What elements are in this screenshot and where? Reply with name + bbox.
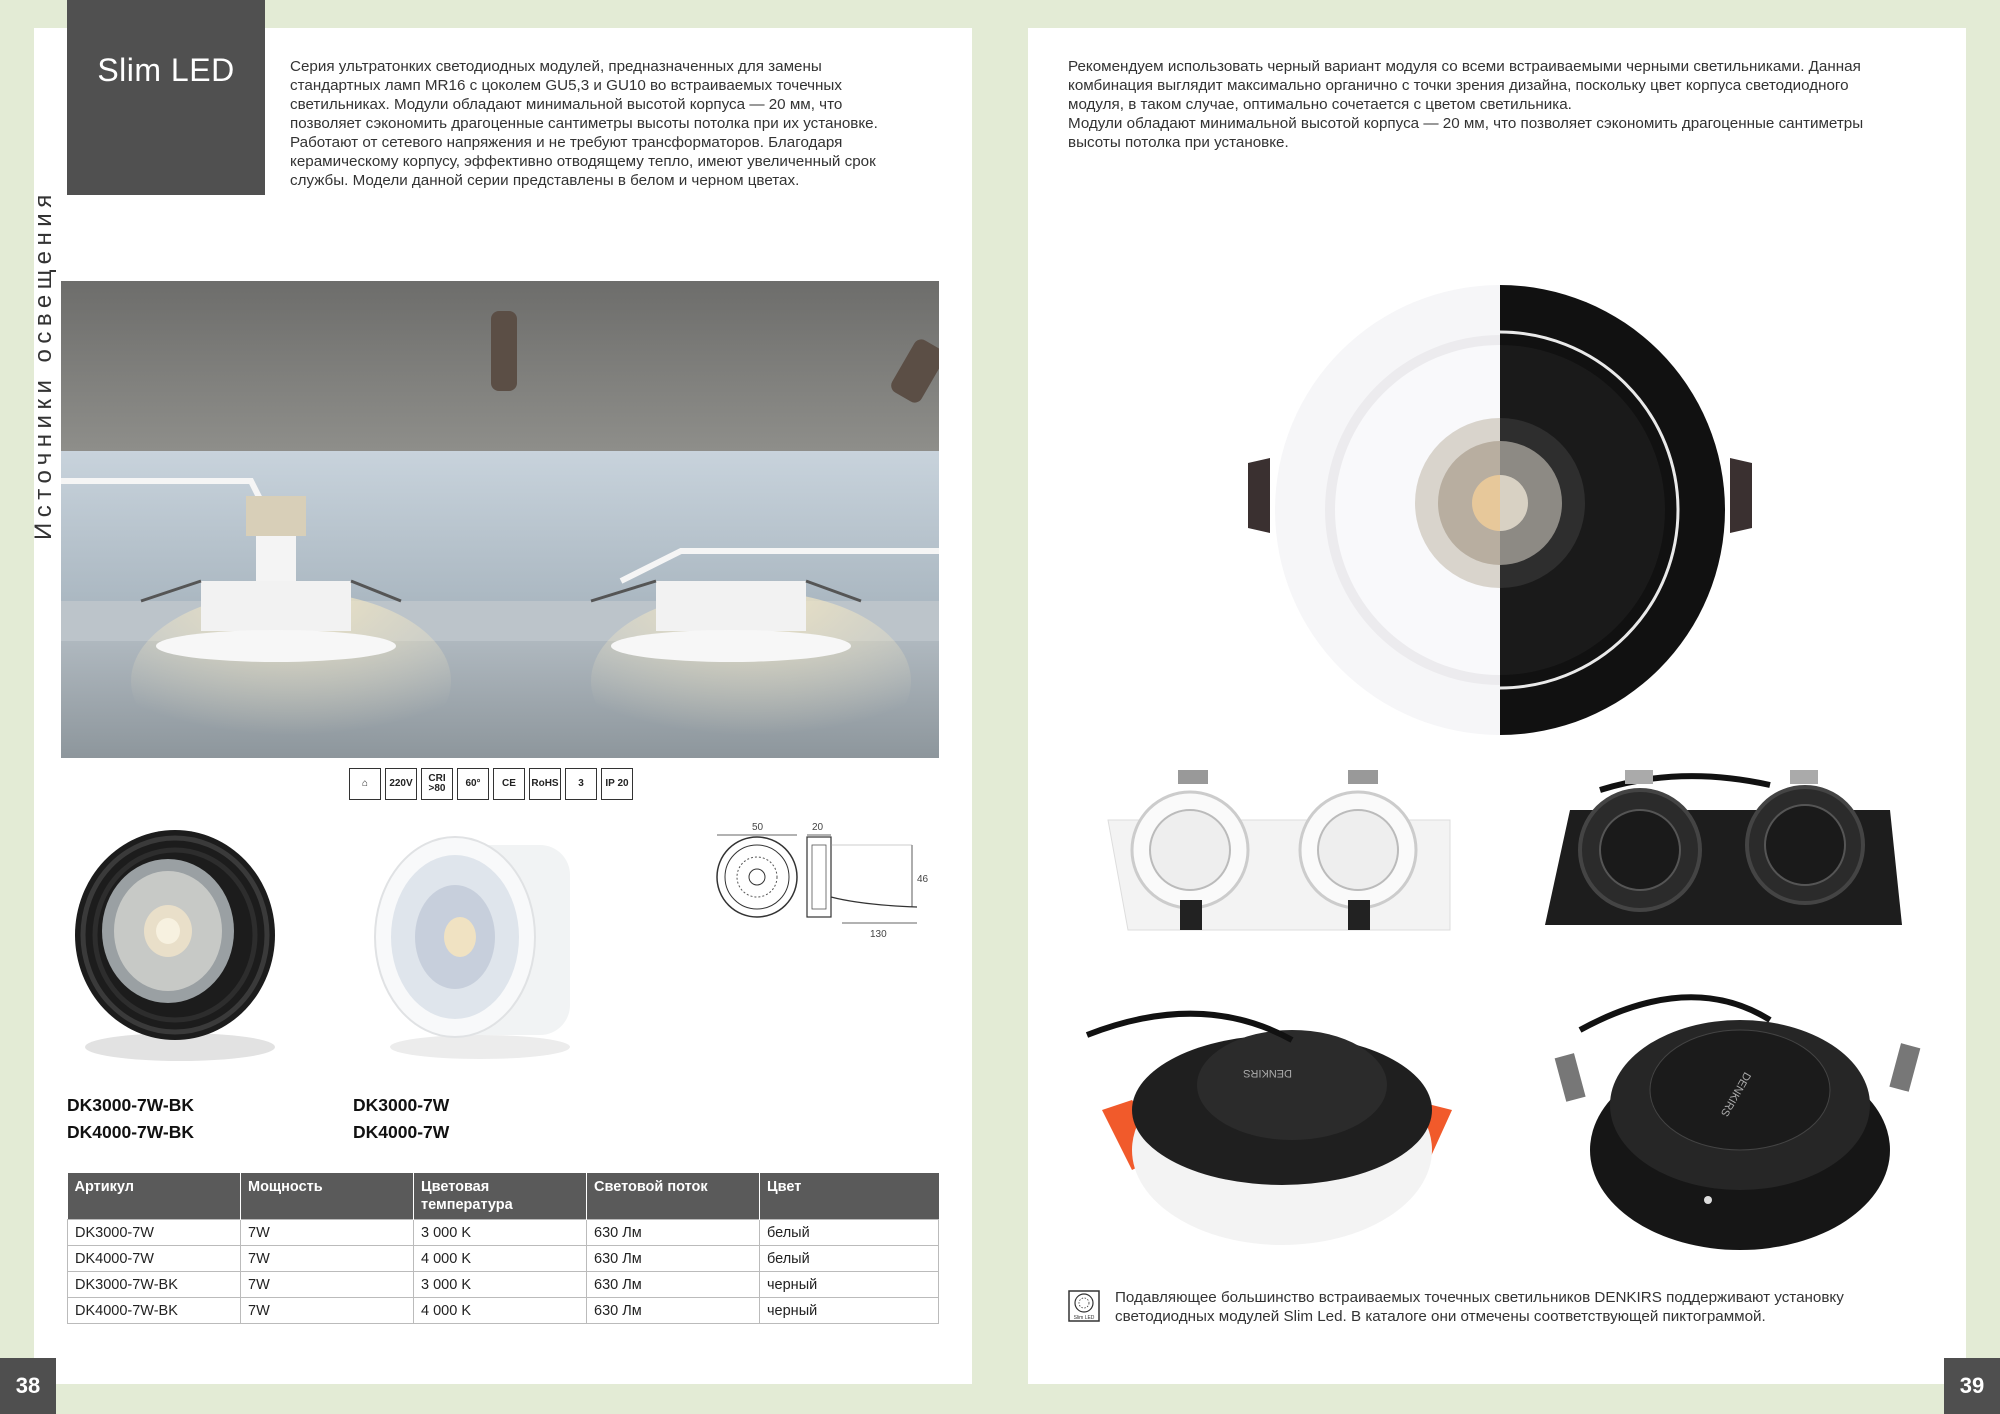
product-name-black: DK3000-7W-BK DK4000-7W-BK bbox=[67, 1095, 195, 1142]
beam-angle-icon: 60° bbox=[457, 768, 489, 800]
dim-height: 20 bbox=[812, 822, 824, 833]
col-header-power: Мощность bbox=[241, 1173, 414, 1220]
pictogram-row bbox=[349, 768, 633, 802]
rohs-icon: RoHS bbox=[529, 768, 561, 800]
table-row: DK3000-7W 7W 3 000 K 630 Лм белый bbox=[68, 1220, 939, 1246]
voltage-icon: 220V bbox=[385, 768, 417, 800]
series-title-box bbox=[67, 0, 265, 195]
slim-led-note: Подавляющее большинство встраиваемых точечных светильников DENKIRS поддерживают установку светодиодных модулей Slim Led. В каталоге они отмечены соответствующей пиктограммой. bbox=[1115, 1289, 1844, 1325]
white-double-frame-image bbox=[1098, 765, 1460, 940]
dim-diameter: 50 bbox=[752, 822, 764, 833]
col-header-flux: Световой поток bbox=[587, 1173, 760, 1220]
col-header-article: Артикул bbox=[68, 1173, 241, 1220]
slim-led-icon bbox=[1068, 1290, 1100, 1322]
brand-label-white: DENKIRS bbox=[1243, 1067, 1292, 1079]
section-side-label: Источники освещения bbox=[30, 189, 57, 540]
table-row: DK4000-7W 7W 4 000 K 630 Лм белый bbox=[68, 1246, 939, 1272]
table-row: DK4000-7W-BK 7W 4 000 K 630 Лм черный bbox=[68, 1298, 939, 1324]
brand-label-black: DENKIRS bbox=[1717, 1069, 1753, 1119]
house-icon: ⌂ bbox=[349, 768, 381, 800]
table-header-row bbox=[68, 1173, 939, 1220]
black-double-frame-image bbox=[1540, 765, 1902, 940]
installation-photo bbox=[61, 281, 939, 758]
slim-led-icon-label: Slim LED bbox=[1073, 1315, 1095, 1321]
ce-icon: CE bbox=[493, 768, 525, 800]
right-intro-text: Рекомендуем использовать черный вариант модуля со всеми встраиваемыми черными светильниками. Данная комбинация выглядит максимально органично с точки зрения дизайна, поскольку цвет корпуса светодиодного модуля, в таком случае, оптимально сочетается с цветом светильника. Модули обладают минимальной высотой корпуса — 20 мм, что позволяет сэкономить драгоценные сантиметры высоты потолка при установке. bbox=[1068, 58, 1864, 151]
left-intro-text: Серия ультратонких светодиодных модулей, предназначенных для замены стандартных ламп MR16 с цоколем GU5,3 и GU10 во встраиваемых точечных светильниках. Модули обладают минимальной высотой корпуса — 20 мм, что позволяет сэкономить драгоценные сантиметры высоты потолка при их установке. Работают от сетевого напряжения и не требуют трансформаторов. Благодаря керамическому корпусу, эффективно отводящему тепло, имеют увеличенный срок службы. Модели данной серии представлены в белом и черном цветах. bbox=[290, 58, 878, 189]
white-module-image bbox=[370, 825, 580, 1065]
black-round-fixture-back-image bbox=[1540, 990, 1940, 1255]
page-number-left: 38 bbox=[0, 1358, 56, 1414]
black-module-image bbox=[70, 825, 285, 1065]
col-header-color: Цвет bbox=[760, 1173, 939, 1220]
dim-depth: 46 bbox=[917, 874, 929, 885]
warranty-icon: 3 bbox=[565, 768, 597, 800]
comparison-fixture-image bbox=[1240, 278, 1760, 738]
dimension-drawing bbox=[712, 815, 942, 945]
dim-cable: 130 bbox=[870, 929, 887, 940]
cri-icon: CRI >80 bbox=[421, 768, 453, 800]
product-name-white: DK3000-7W DK4000-7W bbox=[353, 1095, 450, 1142]
series-title: Slim LED bbox=[97, 52, 235, 88]
page-number-right: 39 bbox=[1944, 1358, 2000, 1414]
spec-table bbox=[67, 1173, 939, 1324]
table-row: DK3000-7W-BK 7W 3 000 K 630 Лм черный bbox=[68, 1272, 939, 1298]
white-round-fixture-back-image bbox=[1082, 1000, 1482, 1250]
col-header-color-temp: Цветовая температура bbox=[414, 1173, 587, 1220]
ip-rating-icon: IP 20 bbox=[601, 768, 633, 800]
